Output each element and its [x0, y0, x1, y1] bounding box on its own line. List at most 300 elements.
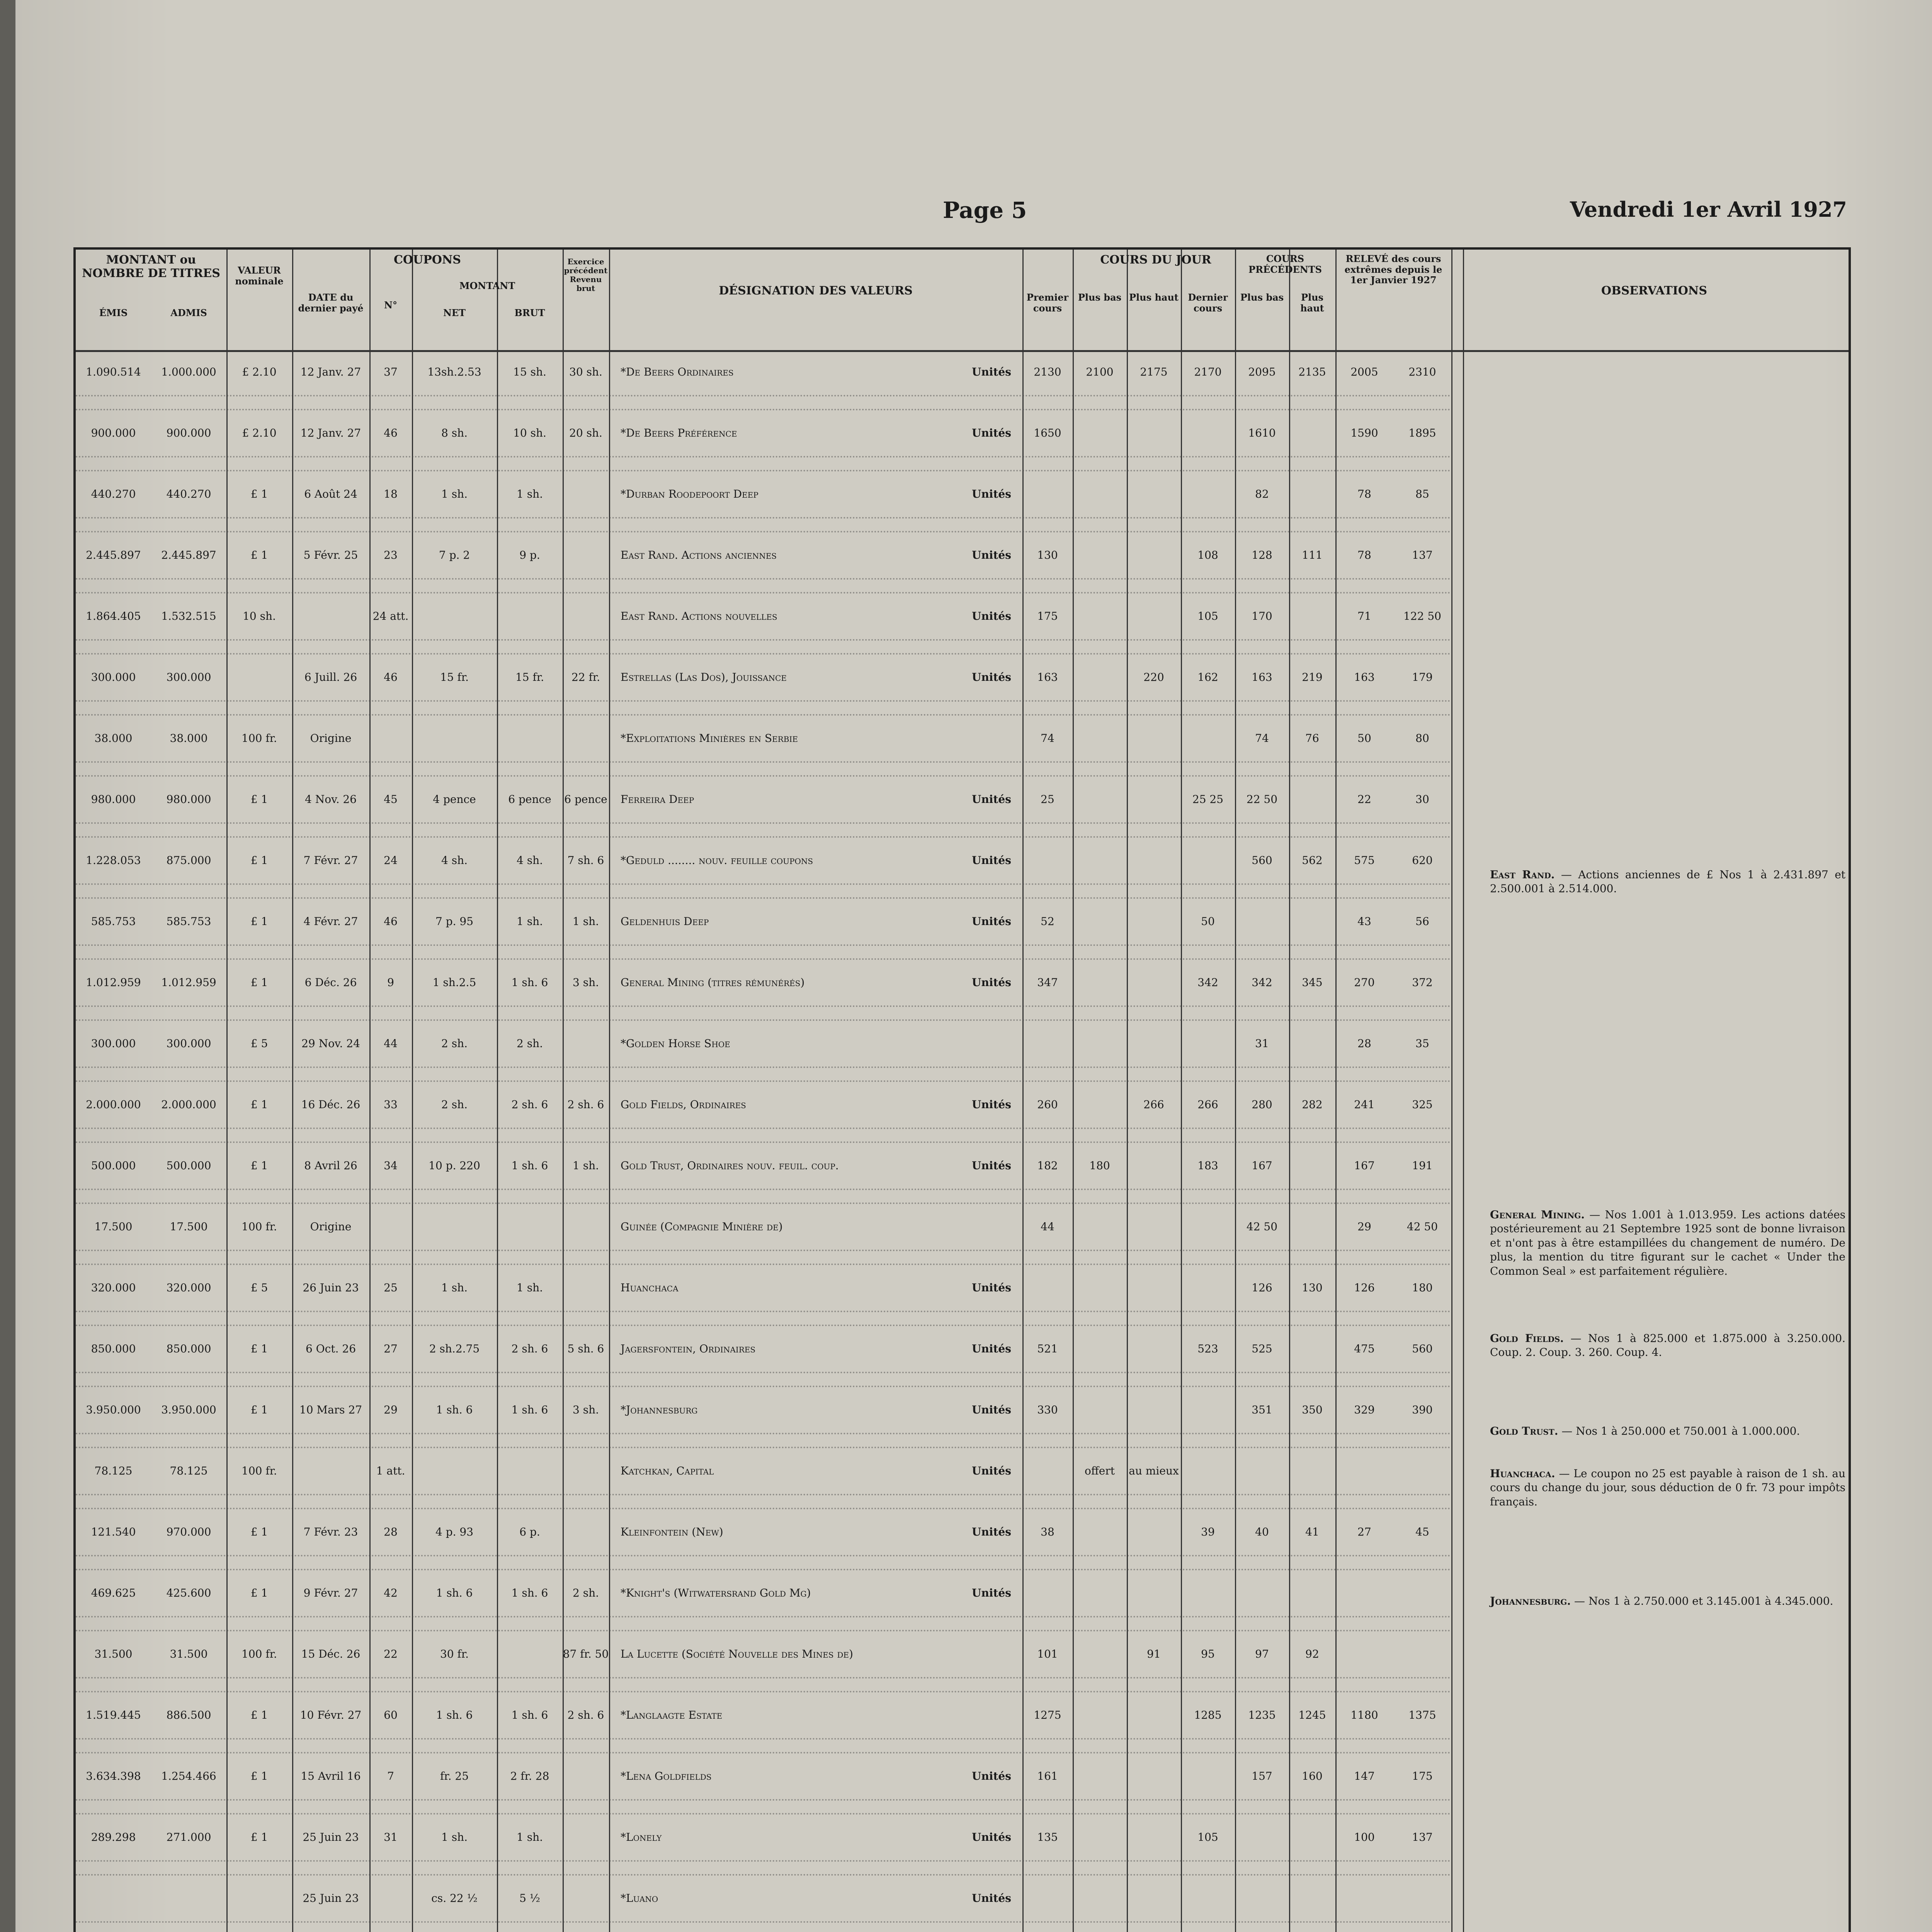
col-cours-prec: COURS PRÉCÉDENTS — [1248, 253, 1322, 275]
cell-num: 25 — [384, 1281, 398, 1294]
cell-r1: 78 — [1357, 488, 1371, 500]
cell-date: 9 Févr. 27 — [303, 1587, 358, 1599]
cell-c1: 101 — [1037, 1648, 1058, 1660]
cell-admis: 500.000 — [166, 1159, 211, 1172]
dotted-leader — [76, 883, 1451, 886]
dotted-leader — [76, 1189, 1451, 1191]
cell-valeur: £ 1 — [250, 1831, 268, 1844]
cell-c5: 2095 — [1248, 366, 1276, 378]
cell-valeur: £ 1 — [250, 1709, 268, 1721]
cell-ex: 6 pence — [564, 793, 607, 806]
cell-date: 10 Févr. 27 — [300, 1709, 362, 1721]
cell-ex: 5 sh. 6 — [567, 1342, 604, 1355]
dotted-leader — [76, 578, 1451, 580]
cell-c2: 2100 — [1086, 366, 1114, 378]
cell-admis: 440.270 — [166, 488, 211, 500]
cell-c1: 44 — [1041, 1220, 1054, 1233]
col-releve: RELEVÉ des cours extrêmes depuis le 1er Janvier 1927 — [1344, 253, 1442, 286]
unit-label: Unités — [972, 549, 1011, 561]
cell-c5: 167 — [1252, 1159, 1272, 1172]
cell-valeur: £ 1 — [250, 1587, 268, 1599]
dotted-leader — [76, 409, 1451, 411]
dotted-leader — [76, 395, 1451, 397]
cell-ex: 20 sh. — [569, 427, 602, 439]
cell-net: 2 sh. — [441, 1037, 468, 1050]
cell-admis: 271.000 — [166, 1831, 211, 1844]
cell-admis: 1.012.959 — [161, 976, 216, 989]
cell-brut: 1 sh. — [516, 1831, 543, 1844]
cell-c6: 345 — [1302, 976, 1323, 989]
cell-valeur: £ 1 — [250, 1770, 268, 1782]
cell-c4: 2170 — [1194, 366, 1222, 378]
cell-num: 28 — [384, 1526, 398, 1538]
dotted-leader — [76, 517, 1451, 519]
dotted-leader — [76, 1325, 1451, 1327]
table-row — [76, 976, 1463, 999]
cell-c5: 280 — [1252, 1098, 1272, 1111]
cell-emis: 300.000 — [91, 671, 136, 684]
cell-emis: 469.625 — [91, 1587, 136, 1599]
cell-c1: 25 — [1041, 793, 1054, 806]
cell-c5: 525 — [1252, 1342, 1272, 1355]
dotted-leader — [76, 1555, 1451, 1557]
cell-net: 2 sh.2.75 — [429, 1342, 480, 1355]
dotted-leader — [76, 1752, 1451, 1754]
cell-emis: 2.445.897 — [86, 549, 141, 561]
cell-emis: 17.500 — [94, 1220, 133, 1233]
cell-net: 8 sh. — [441, 427, 468, 439]
cell-brut: 4 sh. — [516, 854, 543, 867]
cell-date: Origine — [310, 1220, 352, 1233]
dotted-leader — [76, 1874, 1451, 1876]
cell-admis: 1.532.515 — [161, 610, 216, 622]
unit-label: Unités — [972, 1587, 1011, 1599]
cell-date: Origine — [310, 732, 352, 745]
newspaper-page — [15, 0, 1932, 1932]
dotted-leader — [76, 836, 1451, 838]
cell-admis: 850.000 — [166, 1342, 211, 1355]
dotted-leader — [76, 1508, 1451, 1510]
table-row — [76, 1587, 1463, 1610]
security-name: Ferreira Deep — [621, 793, 694, 806]
cell-c6: 562 — [1302, 854, 1323, 867]
cell-net: 1 sh. — [441, 1281, 468, 1294]
cell-c4: 523 — [1197, 1342, 1218, 1355]
cell-valeur: 100 fr. — [242, 1464, 277, 1477]
col-admis: ADMIS — [170, 307, 207, 318]
cell-num: 24 — [384, 854, 398, 867]
dotted-leader — [76, 1494, 1451, 1496]
unit-label: Unités — [972, 854, 1011, 867]
cell-emis: 320.000 — [91, 1281, 136, 1294]
dotted-leader — [76, 1569, 1451, 1571]
cell-admis: 31.500 — [170, 1648, 208, 1660]
col-emis: ÉMIS — [99, 307, 128, 318]
security-name: Estrellas (Las Dos), Jouissance — [621, 671, 787, 684]
dotted-leader — [76, 456, 1451, 458]
security-name: La Lucette (Société Nouvelle des Mines de) — [621, 1648, 853, 1660]
cell-c1: 135 — [1037, 1831, 1058, 1844]
cell-date: 6 Oct. 26 — [305, 1342, 356, 1355]
cell-r1: 475 — [1354, 1342, 1375, 1355]
cell-r1: 329 — [1354, 1403, 1375, 1416]
cell-valeur: 100 fr. — [242, 1648, 277, 1660]
observation-text: — Nos 1 à 825.000 et 1.875.000 à 3.250.000. Coup. 2. Coup. 3. 260. Coup. 4. — [1490, 1332, 1845, 1359]
cell-emis: 980.000 — [91, 793, 136, 806]
security-name: East Rand. Actions anciennes — [621, 549, 777, 561]
cell-brut: 15 sh. — [513, 366, 546, 378]
cell-brut: 2 sh. — [516, 1037, 543, 1050]
cell-ex: 7 sh. 6 — [567, 854, 604, 867]
cell-valeur: £ 1 — [250, 915, 268, 928]
cell-c6: 92 — [1305, 1648, 1319, 1660]
cell-c1: 182 — [1037, 1159, 1058, 1172]
dotted-leader — [76, 1433, 1451, 1435]
cell-brut: 2 sh. 6 — [511, 1098, 548, 1111]
unit-label: Unités — [972, 915, 1011, 928]
cell-c1: 2130 — [1034, 366, 1061, 378]
observation-note — [1490, 1332, 1845, 1360]
table-row — [76, 1648, 1463, 1671]
cell-r2: 191 — [1412, 1159, 1433, 1172]
col-montant: MONTANT ou NOMBRE DE TITRES — [82, 253, 220, 280]
dotted-leader — [76, 944, 1451, 947]
cell-r2: 42 50 — [1406, 1220, 1438, 1233]
dotted-leader — [76, 639, 1451, 641]
unit-label: Unités — [972, 1342, 1011, 1355]
cell-c1: 74 — [1041, 732, 1054, 745]
cell-c5: 42 50 — [1246, 1220, 1278, 1233]
cell-c1: 521 — [1037, 1342, 1058, 1355]
cell-net: 1 sh. — [441, 488, 468, 500]
security-name: *Geduld ........ nouv. feuille coupons — [621, 854, 813, 867]
cell-r1: 50 — [1357, 732, 1371, 745]
cell-r2: 175 — [1412, 1770, 1433, 1782]
observation-note — [1490, 1424, 1845, 1438]
observation-title: Johannesburg. — [1490, 1595, 1571, 1607]
security-name: Katchkan, Capital — [621, 1464, 714, 1477]
cell-admis: 2.000.000 — [161, 1098, 216, 1111]
cell-date: 15 Avril 16 — [301, 1770, 361, 1782]
table-row — [76, 549, 1463, 572]
dotted-leader — [76, 1019, 1451, 1022]
cell-c4: 105 — [1197, 1831, 1218, 1844]
dotted-leader — [76, 822, 1451, 825]
cell-emis: 121.540 — [91, 1526, 136, 1538]
cell-num: 31 — [384, 1831, 398, 1844]
dotted-leader — [76, 1311, 1451, 1313]
security-name: Jagersfontein, Ordinaires — [621, 1342, 756, 1355]
cell-r1: 43 — [1357, 915, 1371, 928]
cell-c3: au mieux — [1129, 1464, 1179, 1477]
table-row — [76, 915, 1463, 938]
col-montant-coupon: MONTANT — [459, 280, 515, 291]
cell-valeur: 100 fr. — [242, 732, 277, 745]
dotted-leader — [76, 1738, 1451, 1740]
dotted-leader — [76, 470, 1451, 472]
cell-valeur: £ 1 — [250, 1342, 268, 1355]
cell-r1: 1590 — [1350, 427, 1378, 439]
cell-r2: 80 — [1415, 732, 1429, 745]
page-header — [31, 193, 1847, 228]
unit-label: Unités — [972, 488, 1011, 500]
cell-r1: 78 — [1357, 549, 1371, 561]
cell-date: 25 Juin 23 — [303, 1831, 359, 1844]
cell-valeur: £ 1 — [250, 1526, 268, 1538]
table-row — [76, 1526, 1463, 1549]
cell-net: 1 sh.2.5 — [432, 976, 476, 989]
security-name: *Knight's (Witwatersrand Gold Mg) — [621, 1587, 811, 1599]
cell-c4: 266 — [1197, 1098, 1218, 1111]
cell-brut: 1 sh. 6 — [511, 1159, 548, 1172]
cell-net: 2 sh. — [441, 1098, 468, 1111]
cell-brut: 2 sh. 6 — [511, 1342, 548, 1355]
cell-emis: 500.000 — [91, 1159, 136, 1172]
cell-r1: 71 — [1357, 610, 1371, 622]
cell-emis: 300.000 — [91, 1037, 136, 1050]
cell-emis: 900.000 — [91, 427, 136, 439]
security-name: *Luano — [621, 1892, 658, 1905]
cell-valeur: 10 sh. — [243, 610, 276, 622]
cell-r2: 620 — [1412, 854, 1433, 867]
table-row — [76, 610, 1463, 633]
cell-r1: 1180 — [1350, 1709, 1378, 1721]
table-row — [76, 488, 1463, 511]
cell-valeur: £ 1 — [250, 854, 268, 867]
cell-net: 1 sh. 6 — [436, 1403, 473, 1416]
observation-title: General Mining. — [1490, 1208, 1585, 1221]
cell-net: 1 sh. — [441, 1831, 468, 1844]
cell-r2: 45 — [1415, 1526, 1429, 1538]
cell-r2: 122 50 — [1403, 610, 1441, 622]
cell-emis: 78.125 — [94, 1464, 133, 1477]
cell-admis: 1.254.466 — [161, 1770, 216, 1782]
cell-r1: 27 — [1357, 1526, 1371, 1538]
dotted-leader — [76, 775, 1451, 777]
dotted-leader — [76, 1616, 1451, 1618]
cell-date: 4 Nov. 26 — [305, 793, 357, 806]
cell-valeur: 100 fr. — [242, 1220, 277, 1233]
cell-c5: 351 — [1252, 1403, 1272, 1416]
cell-c3: 266 — [1143, 1098, 1164, 1111]
cell-num: 46 — [384, 427, 398, 439]
cell-date: 8 Avril 26 — [304, 1159, 357, 1172]
security-name: *Golden Horse Shoe — [621, 1037, 730, 1050]
cell-brut: 9 p. — [519, 549, 540, 561]
cell-emis: 1.519.445 — [86, 1709, 141, 1721]
cell-net: 7 p. 2 — [439, 549, 470, 561]
cell-ex: 2 sh. 6 — [567, 1709, 604, 1721]
cell-num: 24 att. — [372, 610, 409, 622]
col-premier: Premier cours — [1026, 292, 1069, 314]
cell-brut: 1 sh. 6 — [511, 1587, 548, 1599]
security-name: Kleinfontein (New) — [621, 1526, 723, 1538]
observation-note — [1490, 1208, 1845, 1278]
cell-r1: 241 — [1354, 1098, 1375, 1111]
cell-admis: 875.000 — [166, 854, 211, 867]
cell-emis: 1.090.514 — [86, 366, 141, 378]
cell-r1: 270 — [1354, 976, 1375, 989]
page-date: Vendredi 1er Avril 1927 — [1570, 197, 1847, 222]
cell-ex: 1 sh. — [572, 1159, 599, 1172]
cell-c1: 330 — [1037, 1403, 1058, 1416]
cell-date: 6 Déc. 26 — [304, 976, 357, 989]
cell-emis: 1.228.053 — [86, 854, 141, 867]
observation-title: Gold Fields. — [1490, 1332, 1564, 1345]
dotted-leader — [76, 653, 1451, 655]
cell-r1: 29 — [1357, 1220, 1371, 1233]
col-exercice: Exercice précédent Revenu brut — [564, 257, 608, 293]
cell-valeur: £ 1 — [250, 549, 268, 561]
cell-brut: 1 sh. 6 — [511, 1403, 548, 1416]
cell-net: 4 sh. — [441, 854, 468, 867]
security-name: East Rand. Actions nouvelles — [621, 610, 777, 622]
dotted-leader — [76, 1202, 1451, 1205]
cell-date: 26 Juin 23 — [303, 1281, 359, 1294]
cell-c5: 74 — [1255, 732, 1269, 745]
cell-admis: 78.125 — [170, 1464, 208, 1477]
unit-label: Unités — [972, 671, 1011, 684]
cell-c2: 180 — [1089, 1159, 1110, 1172]
observation-note — [1490, 868, 1845, 896]
cell-admis: 585.753 — [166, 915, 211, 928]
cell-valeur: £ 1 — [250, 976, 268, 989]
dotted-leader — [76, 1128, 1451, 1130]
cell-ex: 1 sh. — [572, 915, 599, 928]
table-row — [76, 1281, 1463, 1304]
cell-c4: 1285 — [1194, 1709, 1222, 1721]
cell-valeur: £ 1 — [250, 1403, 268, 1416]
cell-r2: 137 — [1412, 1831, 1433, 1844]
cell-admis: 900.000 — [166, 427, 211, 439]
cell-c1: 175 — [1037, 610, 1058, 622]
cell-emis: 3.634.398 — [86, 1770, 141, 1782]
cell-num: 46 — [384, 671, 398, 684]
cell-r2: 1895 — [1408, 427, 1436, 439]
dotted-leader — [76, 1264, 1451, 1266]
cell-num: 22 — [384, 1648, 398, 1660]
unit-label: Unités — [972, 1831, 1011, 1844]
col-prec-haut: Plus haut — [1300, 292, 1324, 314]
unit-label: Unités — [972, 1770, 1011, 1782]
dotted-leader — [76, 531, 1451, 533]
cell-date: 6 Août 24 — [304, 488, 357, 500]
cell-c5: 1610 — [1248, 427, 1276, 439]
cell-c5: 560 — [1252, 854, 1272, 867]
col-dernier: Dernier cours — [1188, 292, 1228, 314]
cell-valeur: £ 5 — [250, 1281, 268, 1294]
cell-c5: 97 — [1255, 1648, 1269, 1660]
cell-admis: 2.445.897 — [161, 549, 216, 561]
dotted-leader — [76, 1813, 1451, 1815]
cell-emis: 850.000 — [91, 1342, 136, 1355]
cell-c5: 40 — [1255, 1526, 1269, 1538]
unit-label: Unités — [972, 1098, 1011, 1111]
cell-emis: 31.500 — [94, 1648, 133, 1660]
unit-label: Unités — [972, 1526, 1011, 1538]
cell-valeur: £ 1 — [250, 793, 268, 806]
table-row — [76, 1220, 1463, 1243]
table-row — [76, 793, 1463, 816]
cell-r1: 28 — [1357, 1037, 1371, 1050]
cell-valeur: £ 5 — [250, 1037, 268, 1050]
security-name: Gold Trust, Ordinaires nouv. feuil. coup. — [621, 1159, 839, 1172]
cell-r2: 56 — [1415, 915, 1429, 928]
cell-valeur: £ 1 — [250, 488, 268, 500]
unit-label: Unités — [972, 610, 1011, 622]
cell-admis: 425.600 — [166, 1587, 211, 1599]
cell-c6: 111 — [1302, 549, 1323, 561]
cell-date: 5 Févr. 25 — [303, 549, 358, 561]
cell-date: 12 Janv. 27 — [300, 427, 361, 439]
cell-brut: 15 fr. — [515, 671, 544, 684]
cell-valeur: £ 1 — [250, 1098, 268, 1111]
dotted-leader — [76, 714, 1451, 716]
cell-c1: 52 — [1041, 915, 1054, 928]
cell-date: 29 Nov. 24 — [301, 1037, 360, 1050]
cell-num: 18 — [384, 488, 398, 500]
table-row — [76, 671, 1463, 694]
page-number: Page 5 — [943, 197, 1027, 223]
cell-r2: 180 — [1412, 1281, 1433, 1294]
dotted-leader — [76, 1372, 1451, 1374]
table-row — [76, 1403, 1463, 1427]
cell-c5: 82 — [1255, 488, 1269, 500]
cell-net: 30 fr. — [440, 1648, 469, 1660]
cell-emis: 1.012.959 — [86, 976, 141, 989]
cell-date: 6 Juill. 26 — [304, 671, 357, 684]
observation-text: — Actions anciennes de £ Nos 1 à 2.431.897 et 2.500.001 à 2.514.000. — [1490, 868, 1846, 895]
cell-r2: 30 — [1415, 793, 1429, 806]
table-row — [76, 1892, 1463, 1915]
cell-r2: 372 — [1412, 976, 1433, 989]
cell-admis: 980.000 — [166, 793, 211, 806]
dotted-leader — [76, 897, 1451, 900]
cell-num: 9 — [387, 976, 394, 989]
cell-num: 45 — [384, 793, 398, 806]
cell-c6: 130 — [1302, 1281, 1323, 1294]
cell-num: 44 — [384, 1037, 398, 1050]
cell-r1: 2005 — [1350, 366, 1378, 378]
cell-num: 7 — [387, 1770, 394, 1782]
col-coupons: COUPONS — [394, 253, 461, 267]
cell-r1: 167 — [1354, 1159, 1375, 1172]
cell-brut: 10 sh. — [513, 427, 546, 439]
col-observations: OBSERVATIONS — [1601, 284, 1708, 298]
dotted-leader — [76, 1799, 1451, 1801]
cell-net: 13sh.2.53 — [427, 366, 481, 378]
dotted-leader — [76, 1860, 1451, 1862]
cell-ex: 2 sh. — [572, 1587, 599, 1599]
cell-net: cs. 22 ½ — [431, 1892, 478, 1905]
cell-c3: 91 — [1147, 1648, 1161, 1660]
table-row — [76, 366, 1463, 389]
unit-label: Unités — [972, 366, 1011, 378]
cell-date: 25 Juin 23 — [303, 1892, 359, 1905]
table-row — [76, 1770, 1463, 1793]
col-cours-jour: COURS DU JOUR — [1100, 253, 1211, 267]
cell-r2: 35 — [1415, 1037, 1429, 1050]
cell-num: 29 — [384, 1403, 398, 1416]
cell-ex: 2 sh. 6 — [567, 1098, 604, 1111]
observation-text: — Nos 1 à 250.000 et 750.001 à 1.000.000. — [1561, 1425, 1800, 1437]
table-row — [76, 854, 1463, 877]
cell-num: 46 — [384, 915, 398, 928]
unit-label: Unités — [972, 976, 1011, 989]
cell-c5: 128 — [1252, 549, 1272, 561]
cell-num: 34 — [384, 1159, 398, 1172]
cell-c4: 39 — [1201, 1526, 1215, 1538]
